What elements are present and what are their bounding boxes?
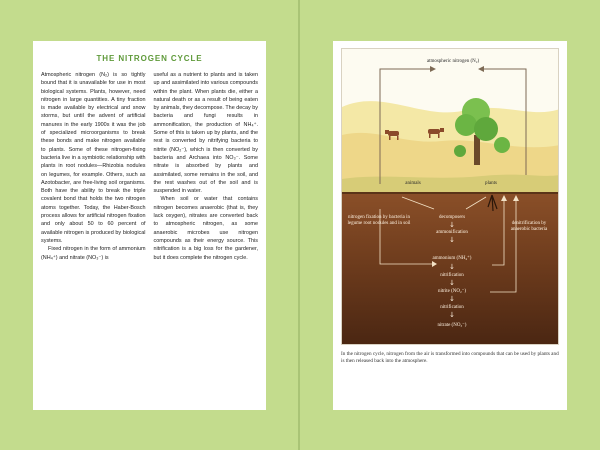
arrowhead-icon — [501, 195, 507, 201]
text-column-2 — [154, 71, 259, 262]
down-arrow-icon: ↓ — [449, 295, 455, 303]
decomposers-label: decomposers — [438, 215, 466, 220]
text-page — [33, 41, 266, 410]
nitrification-label: nitrification — [440, 305, 464, 310]
paragraph: useful as a nutrient to plants and is taken up and assimilated into various compounds within the plant. When plants die, either a natural death or as a result of being eaten by animals, they decompose. The decay by bacteria and fungi results in ammonification, the production of NH₄⁺. Some of this is taken up by plants, and the rest is converted by nitrifying bacteria to nitrite (NO₂⁻), which is then converted by bacteria and Archaea into NO₃⁻. Some nitrate is absorbed by plants and assimilated, some remains in the soil, and the rest washes out of the soil and is suspended in water. — [153, 72, 258, 195]
down-arrow-icon: ↓ — [449, 221, 455, 229]
paragraph: When soil or water that contains nitrogen becomes anaerobic (that is, they lack oxygen), nitrates are converted back to atmospheric nitrogen, as some anaerobic microbes use nitrogen compounds as their energy source. This nitrification is a big loss for the gardener, but it does complete the nitrogen cycle. — [153, 196, 258, 261]
ammonification-label: ammonification — [436, 230, 468, 235]
figure-page — [333, 41, 567, 410]
figure-caption: In the nitrogen cycle, nitrogen from the air is transformed into compounds that can be used by plants and is then released back into the atmosphere. — [341, 351, 559, 365]
nitrogen-cycle-illustration — [341, 48, 559, 345]
animals-label: animals — [405, 181, 421, 186]
ammonium-label: ammonium (NH₄⁺) — [432, 256, 472, 261]
text-column-1 — [41, 71, 146, 262]
book-gutter — [298, 0, 300, 450]
nitrification-label: nitrification — [440, 273, 464, 278]
page-title: THE NITROGEN CYCLE — [96, 54, 203, 63]
plants-label: plants — [485, 181, 497, 186]
nitrate-label: nitrate (NO₃⁻) — [437, 323, 467, 328]
text-columns — [41, 71, 258, 262]
down-arrow-icon: ↓ — [449, 311, 455, 319]
down-arrow-icon: ↓ — [449, 263, 455, 271]
arrowhead-icon — [513, 195, 519, 201]
paragraph: Atmospheric nitrogen (N₂) is so tightly bound that it is unavailable for use in most biological systems. Plants, however, need nitrogen in large quantities. A tiny fraction is made available by electrical and snow storms, but until the advent of artificial manures in the early 1900s it was the job of specialized microorganisms to break these bonds and make nitrogen available to plants. Some of these nitrogen-fixing bacteria live in a symbiotic relationship with plants in root nodules—Rhizobia nodules on legumes, for example. Others, such as Azotobacter, are free-living soil organisms. Both have the ability to break the triple covalent bond that holds the two nitrogen atoms together. Today, the Haber-Bosch process allows for artificial nitrogen fixation and only about 50 to 60 percent of available nitrogen is produced by biological systems. — [41, 72, 146, 244]
nitrogen-fixation-label: nitrogen fixation by bacteria in legume root nodules and in soil — [347, 215, 411, 226]
down-arrow-icon: ↓ — [449, 279, 455, 287]
denitrification-label: denitrification by anaerobic bacteria — [510, 221, 548, 232]
nitrite-label: nitrite (NO₂⁻) — [437, 289, 467, 294]
atmospheric-nitrogen-label: atmospheric nitrogen (N₂) — [426, 59, 480, 64]
paragraph: Fixed nitrogen in the form of ammonium (NH₄⁺) and nitrate (NO₃⁻) is — [41, 246, 146, 261]
down-arrow-icon: ↓ — [449, 236, 455, 244]
